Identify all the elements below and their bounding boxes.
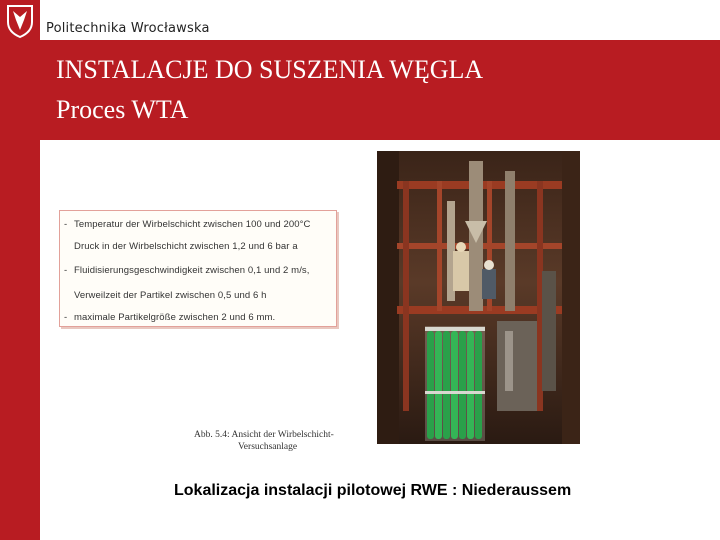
bullet-dash: -	[64, 265, 68, 276]
university-logo	[0, 0, 40, 40]
slide-subtitle: Proces WTA	[56, 95, 189, 124]
list-item: - Fluidisierungsgeschwindigkeit zwischen 0,1 und 2 m/s,	[64, 265, 310, 276]
list-item: - maximale Partikelgröße zwischen 2 und 6 mm.	[64, 312, 276, 323]
eagle-crest-icon	[0, 0, 40, 40]
university-name: Politechnika Wrocławska	[46, 21, 210, 36]
slide-title: INSTALACJE DO SUSZENIA WĘGLA	[56, 55, 484, 84]
photo-caption: Abb. 5.4: Ansicht der Wirbelschicht- Versuchsanlage	[194, 430, 334, 452]
left-brand-bar	[0, 0, 40, 540]
list-item: Druck in der Wirbelschicht zwischen 1,2 und 6 bar a	[74, 241, 298, 252]
footer-location-text: Lokalizacja instalacji pilotowej RWE : Niederaussem	[174, 482, 572, 499]
pilot-plant-photo	[377, 151, 580, 444]
list-item: Verweilzeit der Partikel zwischen 0,5 und 6 h	[74, 290, 267, 301]
parameter-list	[59, 210, 337, 327]
list-item: - Temperatur der Wirbelschicht zwischen 100 und 200°C	[64, 219, 311, 230]
bullet-dash: -	[64, 219, 68, 230]
bullet-dash: -	[64, 312, 68, 323]
